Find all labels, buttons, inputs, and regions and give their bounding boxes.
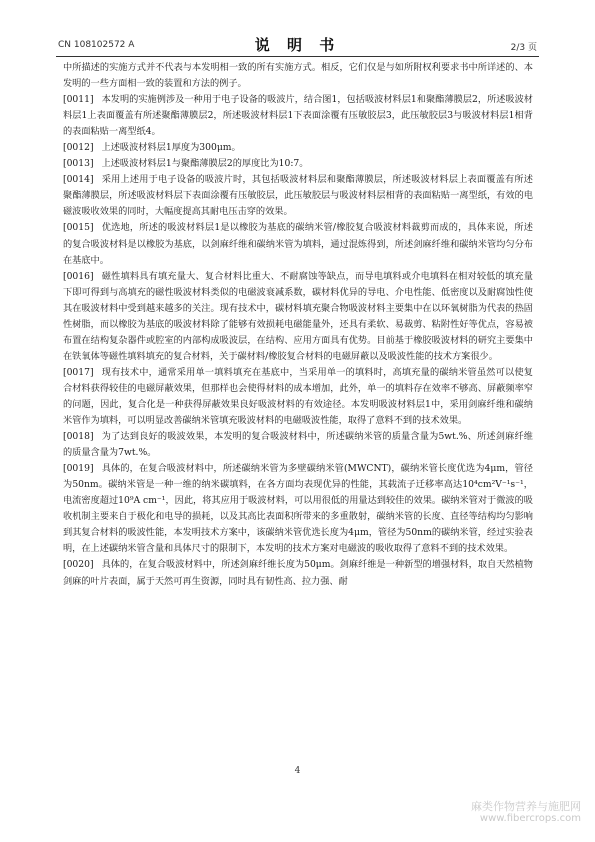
page-indicator: 2/3 页 xyxy=(510,43,537,53)
watermark xyxy=(471,800,581,825)
paragraph-0013 xyxy=(63,156,533,172)
paragraph-number: [0016] xyxy=(63,270,94,282)
paragraph-0018 xyxy=(63,429,533,461)
paragraph-0017 xyxy=(63,365,533,429)
paragraph-text: 具体的，在复合吸波材料中，所述剑麻纤维长度为50μm。剑麻纤维是一种新型的增强材料，取自天然植物剑麻的叶片表面，属于天然可再生资源，同时具有韧性高、拉力强、耐 xyxy=(63,559,533,587)
paragraph-0011 xyxy=(63,92,533,140)
document-body xyxy=(63,60,533,590)
paragraph-number: [0015] xyxy=(63,222,94,234)
paragraph-0020 xyxy=(63,557,533,589)
paragraph-number: [0013] xyxy=(63,158,94,170)
page-header xyxy=(56,34,539,57)
document-title: 说 明 书 xyxy=(254,36,341,54)
paragraph-text: 优选地，所述的吸波材料层1是以橡胶为基底的碳纳米管/橡胶复合吸波材料裁剪而成的，具体来说，所述的复合吸波材料是以橡胶为基底，以剑麻纤维和碳纳米管为填料，通过混炼得到，所述剑麻纤维和碳纳米管均匀分布在基底中。 xyxy=(63,222,533,266)
paragraph-0014 xyxy=(63,172,533,220)
paragraph-text: 采用上述用于电子设备的吸波片时，其包括吸波材料层和聚酯薄膜层，所述吸波材料层上表面覆盖有所述聚酯薄膜层，所述吸波材料层下表面涂覆有压敏胶层，此压敏胶层与吸波材料层相背的表面粘贴一离型纸，有效的电磁波吸收效果的同时，大幅度提高其耐电压击穿的效果。 xyxy=(63,174,533,218)
page-number: 4 xyxy=(294,766,301,776)
paragraph-text: 为了达到良好的吸波效果，本发明的复合吸波材料中，所述碳纳米管的质量含量为5wt.%、所述剑麻纤维的质量含量为7wt.%。 xyxy=(63,431,533,459)
paragraph-continued xyxy=(63,60,533,92)
paragraph-number: [0017] xyxy=(63,366,94,378)
paragraph-text: 上述吸波材料层1与聚酯薄膜层2的厚度比为10:7。 xyxy=(101,158,309,170)
paragraph-number: [0014] xyxy=(63,174,94,186)
paragraph-text: 中所描述的实施方式并不代表与本发明相一致的所有实施方式。相反，它们仅是与如所附权利要求书中所详述的、本发明的一些方面相一致的装置和方法的例子。 xyxy=(63,62,533,90)
paragraph-number: [0011] xyxy=(63,94,94,106)
paragraph-number: [0018] xyxy=(63,431,94,443)
paragraph-0015 xyxy=(63,220,533,268)
watermark-text: 麻类作物营养与施肥网 xyxy=(471,800,581,813)
paragraph-0016 xyxy=(63,269,533,365)
paragraph-text: 具体的，在复合吸波材料中，所述碳纳米管为多壁碳纳米管(MWCNT)，碳纳米管长度优选为4μm，管径为50nm。碳纳米管是一种一维的纳米碳填料，在各方面均表现优异的性能，其载流子迁移率高达10⁴cm²V⁻¹s⁻¹，电流密度超过10⁹A cm⁻¹，因此，将其应用于吸波材料，可以用很低的用量达到较佳的效果。碳纳米管对于微波的吸收机制主要来自于极化和电导的损耗，以及其高比表面积所带来的多重散射，碳纳米管的长度、直径等结构均匀影响到其复合材料的吸波性能，本发明技术方案中，该碳纳米管优选长度为4μm，管径为50nm的碳纳米管，经过实验表明，在上述碳纳米管含量和具体尺寸的限制下，本发明的技术方案对电磁波的吸收取得了意料不到的技术效果。 xyxy=(63,463,533,555)
paragraph-number: [0012] xyxy=(63,142,94,154)
paragraph-0012 xyxy=(63,140,533,156)
paragraph-text: 磁性填料具有填充量大、复合材料比重大、不耐腐蚀等缺点，而导电填料或介电填料在相对较低的填充量下即可得到与高填充的磁性吸波材料类似的电磁波衰减系数，碳材料优异的导电、介电性能、低密度以及耐腐蚀性使其在吸波材料中受到越来越多的关注。现有技术中，碳材料填充聚合物吸波材料主要集中在以环氧树脂为代表的热固性树脂，而以橡胶为基底的吸波材料除了能够有效损耗电磁能量外，还具有柔软、易裁剪、粘附性好等优点，容易被布置在结构复杂器件或腔室的内部构成吸波层，在结构、应用方面具有优势。目前基于橡胶吸波材料的研究主要集中在铁氧体等磁性填料填充的复合材料，关于碳材料/橡胶复合材料的电磁屏蔽以及吸波性能的技术方案很少。 xyxy=(63,270,533,362)
paragraph-0019 xyxy=(63,461,533,557)
paragraph-text: 本发明的实施例涉及一种用于电子设备的吸波片，结合图1，包括吸波材料层1和聚酯薄膜层2，所述吸波材料层1上表面覆盖有所述聚酯薄膜层2，所述吸波材料层1下表面涂覆有压敏胶层3，此压敏胶层3与吸波材料层1相背的表面粘贴一离型纸4。 xyxy=(63,94,533,138)
paragraph-text: 上述吸波材料层1厚度为300μm。 xyxy=(101,142,241,154)
patent-number: CN 108102572 A xyxy=(58,40,135,50)
watermark-url: www.fibercrops.com xyxy=(479,813,581,824)
paragraph-number: [0020] xyxy=(63,559,94,571)
paragraph-number: [0019] xyxy=(63,463,94,475)
paragraph-text: 现有技术中，通常采用单一填料填充在基底中，当采用单一的填料时，高填充量的碳纳米管虽然可以使复合材料获得较佳的电磁屏蔽效果，但那样也会使得材料的成本增加，此外，单一的填料存在效率不够高、屏蔽频率窄的问题，因此，复合化是一种获得屏蔽效果良好吸波材料的有效途径。本发明吸波材料层1中，采用剑麻纤维和碳纳米管作为填料，可以明显改善碳纳米管填充吸波材料的电磁吸波性能，取得了意料不到的技术效果。 xyxy=(63,366,533,427)
